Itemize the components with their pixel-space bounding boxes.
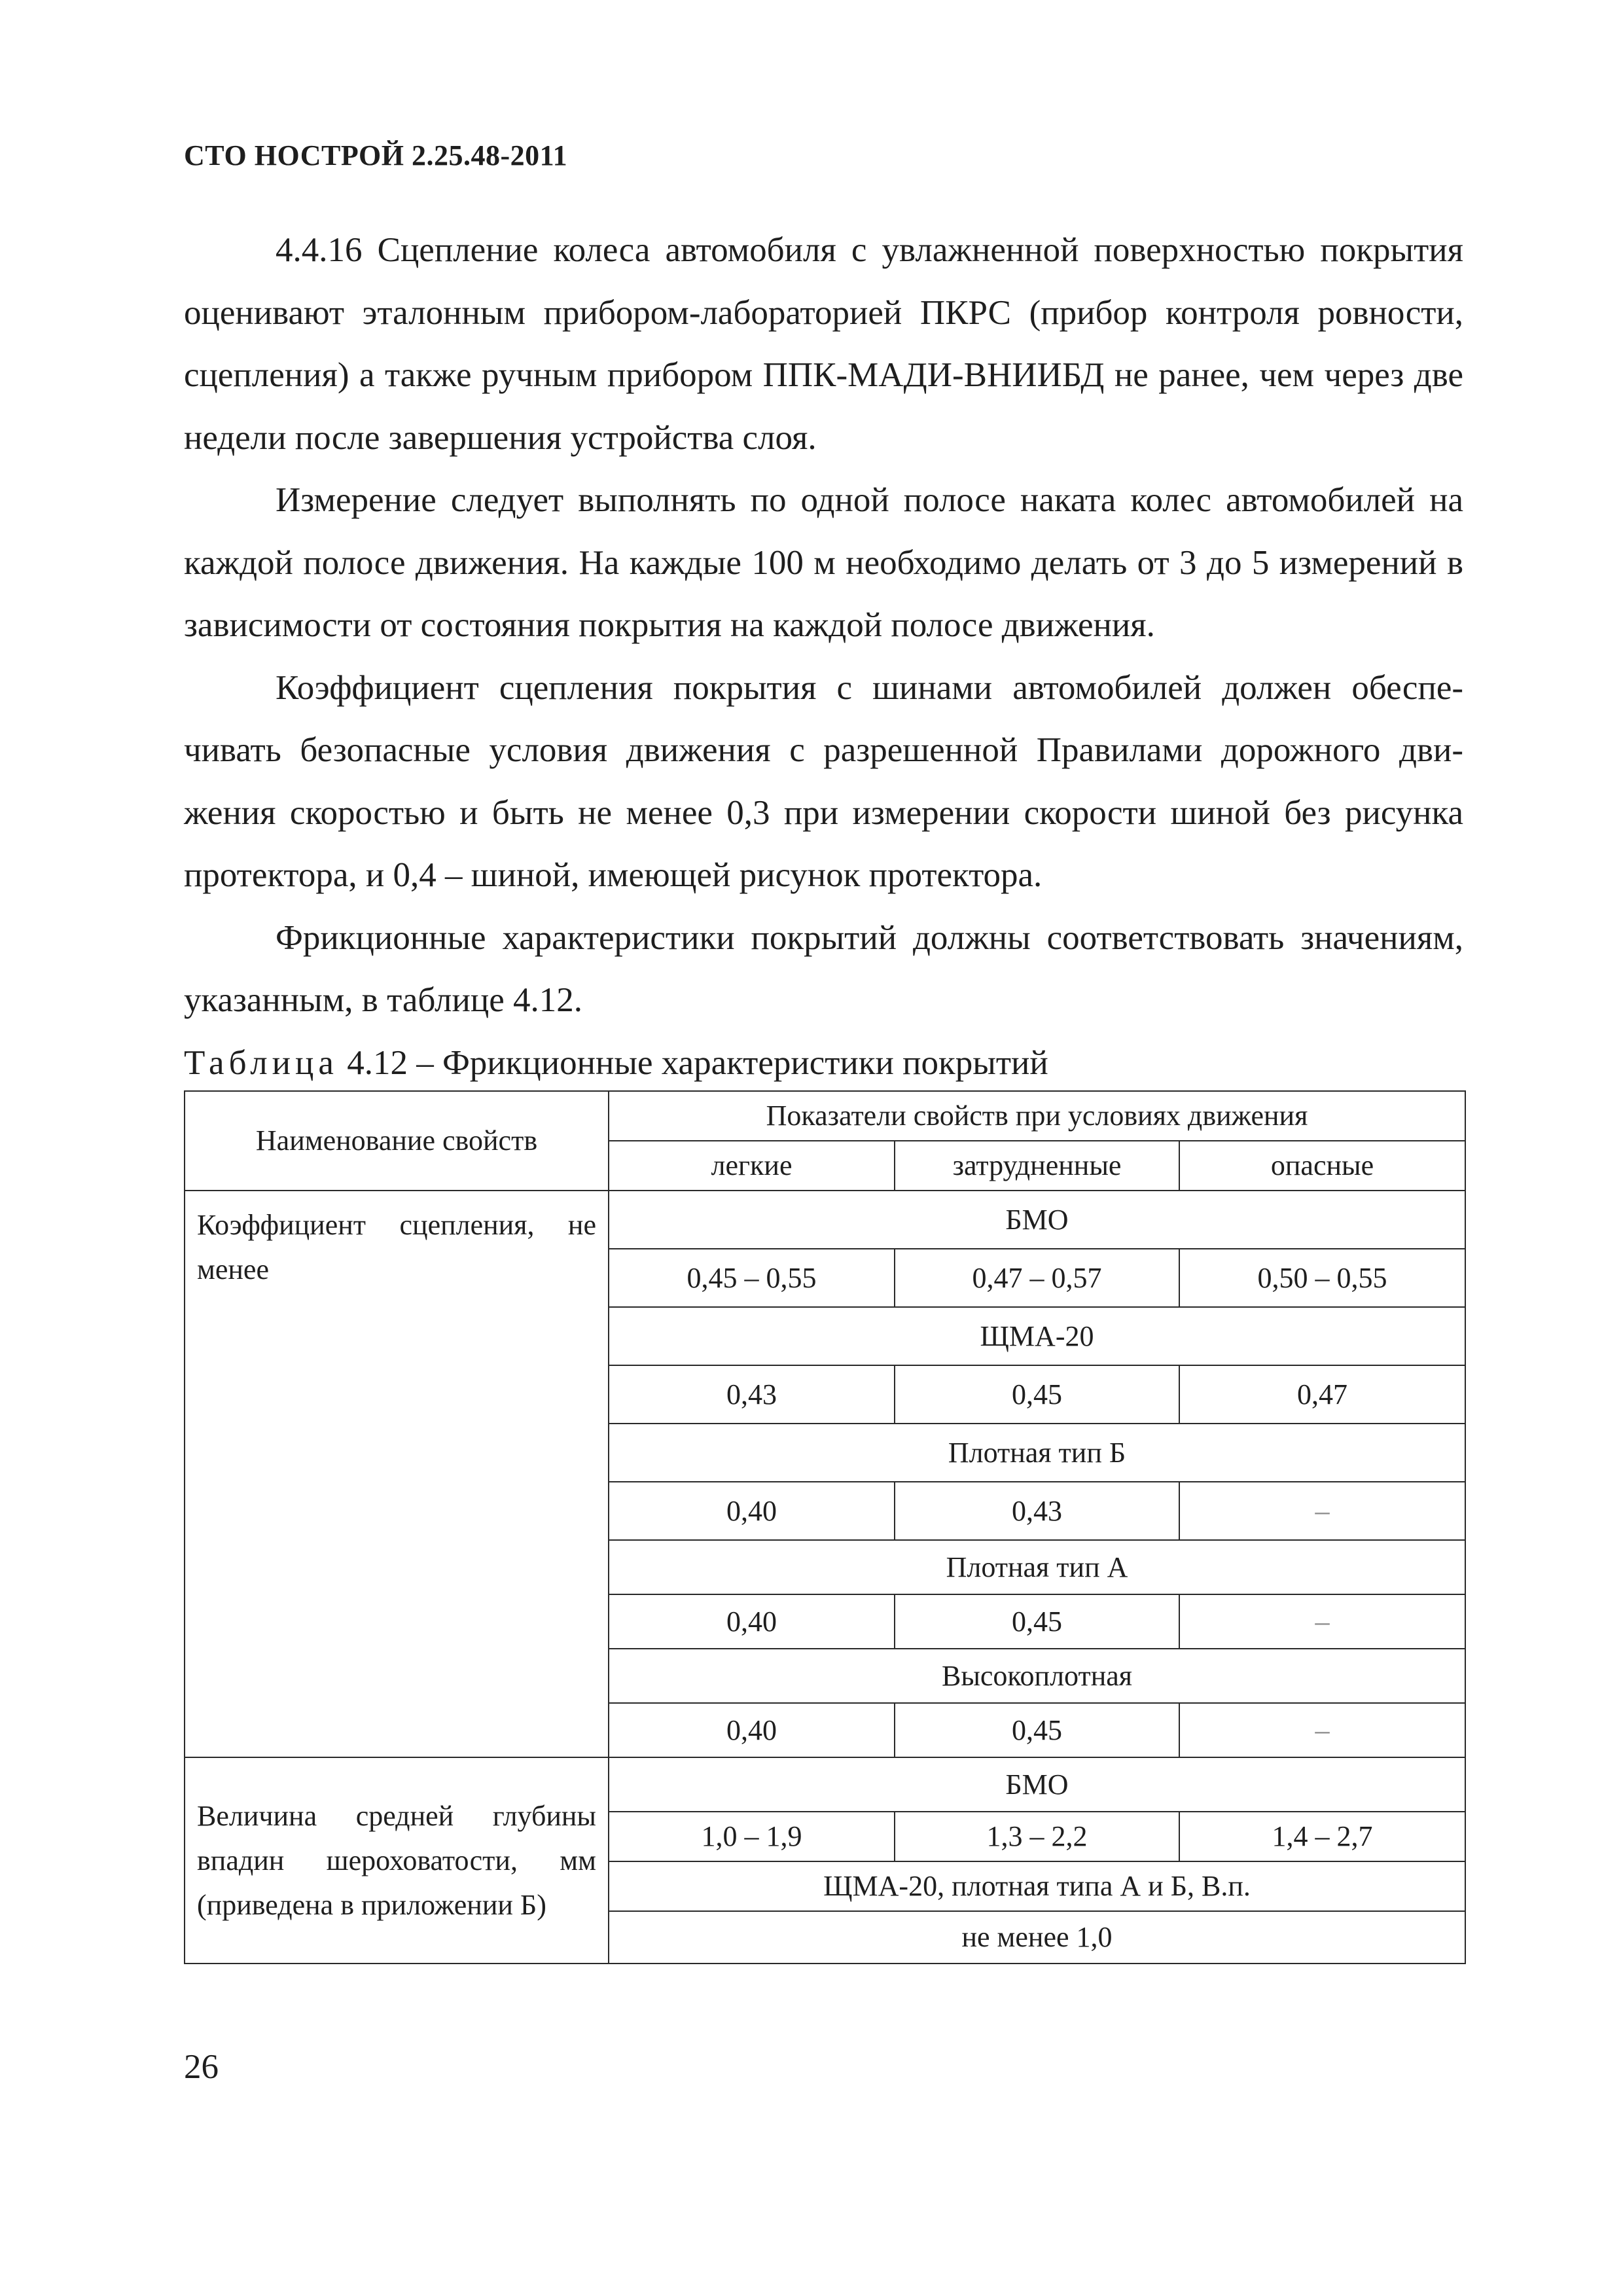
property-roughness-depth: Величина средней глубины впадин шероховатости, мм (приведена в приложении Б) <box>185 1757 609 1964</box>
paragraph-measurement: Измерение следует выполнять по одной полосе наката колес автомобилей на каждой полосе движения. На каждые 100 м необходимо делать от 3 до 5 измерений в зависимости от состояния покрытия на каждой полосе движения. <box>184 481 1463 644</box>
value-cell: 0,43 <box>609 1365 895 1424</box>
value-cell-empty: – <box>1179 1594 1465 1649</box>
value-cell: не менее 1,0 <box>609 1911 1465 1964</box>
value-cell: 0,45 <box>895 1594 1179 1649</box>
paragraph-coefficient: Коэффициент сцепления покрытия с шинами автомобилей должен обеспечивать безопасные условия движения с разрешенной Правилами дорожного движения скоростью и быть не менее 0,3 при измерении скорости шиной без рисунка протектора, и 0,4 – шиной, имеющей рисунок протектора. <box>184 668 1463 894</box>
value-cell-empty: – <box>1179 1703 1465 1757</box>
header-conditions-group: Показатели свойств при условиях движения <box>609 1091 1465 1141</box>
body-text <box>184 219 1463 1032</box>
header-col-dangerous: опасные <box>1179 1141 1465 1191</box>
paragraph-4-4-16: 4.4.16 Сцепление колеса автомобиля с увлажненной поверхностью покрытия оценивают эталонным прибором-лабораторией ПКРС (прибор контроля ровности, сцепления) а также ручным прибором ППК-МАДИ-ВНИИБД не ранее, чем через две недели после завершения устройства слоя. <box>184 231 1463 457</box>
value-cell: 0,40 <box>609 1594 895 1649</box>
table-row <box>185 1191 1465 1249</box>
value-cell: 0,45 – 0,55 <box>609 1249 895 1307</box>
table-caption-title: 4.12 – Фрикционные характеристики покрытий <box>338 1044 1048 1082</box>
value-cell: 1,0 – 1,9 <box>609 1812 895 1861</box>
table-caption-label: Таблица <box>184 1044 338 1082</box>
value-cell: 1,4 – 2,7 <box>1179 1812 1465 1861</box>
value-cell: 0,45 <box>895 1703 1179 1757</box>
friction-table <box>184 1090 1466 1964</box>
page-number: 26 <box>184 2048 219 2086</box>
header-col-light: легкие <box>609 1141 895 1191</box>
value-cell: 0,47 – 0,57 <box>895 1249 1179 1307</box>
value-cell: 0,50 – 0,55 <box>1179 1249 1465 1307</box>
value-cell: 0,43 <box>895 1482 1179 1540</box>
material-label: Плотная тип А <box>609 1540 1465 1594</box>
material-label: БМО <box>609 1191 1465 1249</box>
document-code-header: СТО НОСТРОЙ 2.25.48-2011 <box>184 139 568 171</box>
value-cell: 0,45 <box>895 1365 1179 1424</box>
value-cell-empty: – <box>1179 1482 1465 1540</box>
material-label: Плотная тип Б <box>609 1424 1465 1482</box>
material-label: БМО <box>609 1757 1465 1812</box>
value-cell: 0,40 <box>609 1703 895 1757</box>
table-caption <box>184 1041 1048 1085</box>
value-cell: 0,47 <box>1179 1365 1465 1424</box>
material-label: ЩМА-20 <box>609 1307 1465 1365</box>
value-cell: 0,40 <box>609 1482 895 1540</box>
header-col-difficult: затрудненные <box>895 1141 1179 1191</box>
table-row <box>185 1757 1465 1812</box>
value-cell: 1,3 – 2,2 <box>895 1812 1179 1861</box>
material-label: Высокоплотная <box>609 1649 1465 1703</box>
material-label: ЩМА-20, плотная типа А и Б, В.п. <box>609 1861 1465 1911</box>
table-header-row <box>185 1091 1465 1141</box>
header-property-name: Наименование свойств <box>185 1091 609 1191</box>
property-friction-coefficient: Коэффициент сцепления, не менее <box>185 1191 609 1757</box>
paragraph-friction: Фрикционные характеристики покрытий должны соответствовать значениям, указанным, в таблице 4.12. <box>184 918 1463 1019</box>
